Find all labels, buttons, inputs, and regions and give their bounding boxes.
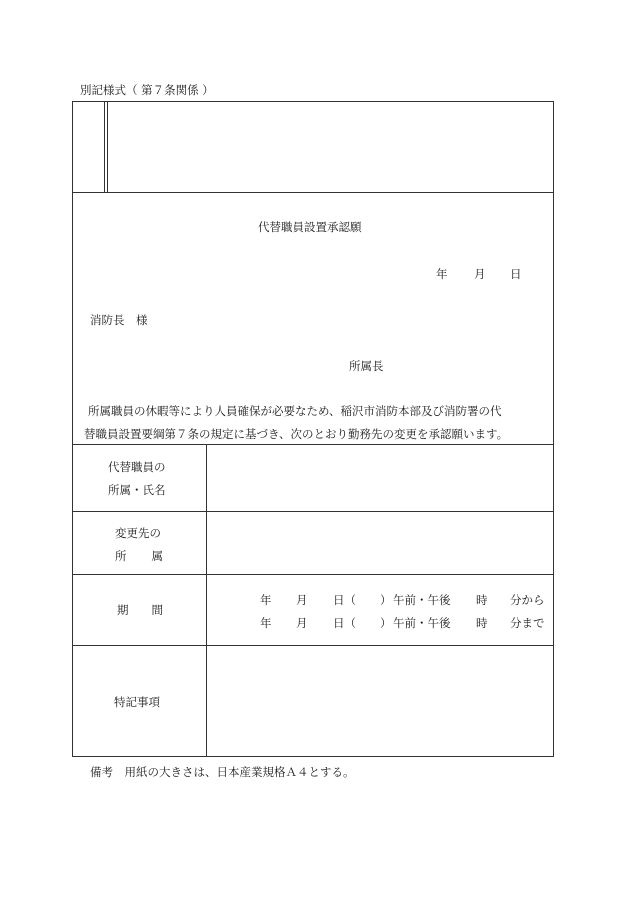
addressee: 消防長 様: [90, 313, 148, 327]
period-to-close-paren: ）: [380, 616, 392, 630]
period-to-minute: 分まで: [510, 616, 545, 630]
period-from-ampm: 午前・午後: [393, 593, 451, 607]
row-divider-3: [72, 645, 554, 646]
table-top-border: [72, 444, 554, 445]
receipt-box-bottom-border: [72, 192, 554, 193]
request-body-line-2: 替職員設置要綱第７条の規定に基づき、次のとおり勤務先の変更を承認願います。: [84, 427, 509, 441]
change-label-line-2: [115, 548, 163, 564]
footnote: 備考 用紙の大きさは、日本産業規格Ａ４とする。: [90, 765, 355, 779]
change-label-char-2: 属: [151, 549, 163, 563]
change-label-line-1: 変更先の: [115, 526, 161, 540]
period-from-day: 日（: [333, 593, 356, 607]
request-body-line-1: 所属職員の休暇等により人員確保が必要なため、稲沢市消防本部及び消防署の代: [88, 404, 502, 418]
period-label-char-1: 期: [117, 603, 129, 617]
remarks-field[interactable]: [208, 647, 552, 755]
receipt-stamp-area[interactable]: [108, 102, 553, 192]
period-from-hour: 時: [476, 593, 488, 607]
receipt-box-divider-1: [104, 101, 105, 193]
form-title: 代替職員設置承認願: [258, 220, 362, 234]
table-column-divider: [206, 444, 207, 757]
sender-title: 所属長: [349, 359, 384, 373]
date-year-label: 年: [436, 267, 448, 281]
period-to-ampm: 午前・午後: [393, 616, 451, 630]
period-label-char-2: 間: [151, 603, 163, 617]
remarks-label: 特記事項: [114, 695, 160, 709]
period-to-month: 月: [296, 616, 308, 630]
period-from-minute: 分から: [510, 593, 545, 607]
form-reference-note: 別記様式（ 第７条関係 ）: [80, 83, 214, 97]
change-label-char-1: 所: [115, 549, 127, 563]
frame-left-border: [72, 101, 73, 757]
substitute-label-line-1: 代替職員の: [108, 460, 166, 474]
date-month-label: 月: [474, 267, 486, 281]
period-to-year: 年: [260, 616, 272, 630]
row-divider-1: [72, 511, 554, 512]
period-to-day: 日（: [333, 616, 356, 630]
period-from-month: 月: [296, 593, 308, 607]
date-day-label: 日: [510, 267, 522, 281]
substitute-staff-field[interactable]: [208, 446, 552, 510]
period-to-hour: 時: [476, 616, 488, 630]
change-destination-field[interactable]: [208, 513, 552, 573]
frame-bottom-border: [72, 756, 554, 757]
period-from-year: 年: [260, 593, 272, 607]
period-from-close-paren: ）: [380, 593, 392, 607]
substitute-label-line-2: 所属・氏名: [108, 483, 166, 497]
row-divider-2: [72, 574, 554, 575]
frame-right-border: [553, 101, 554, 757]
period-label: [117, 602, 163, 618]
